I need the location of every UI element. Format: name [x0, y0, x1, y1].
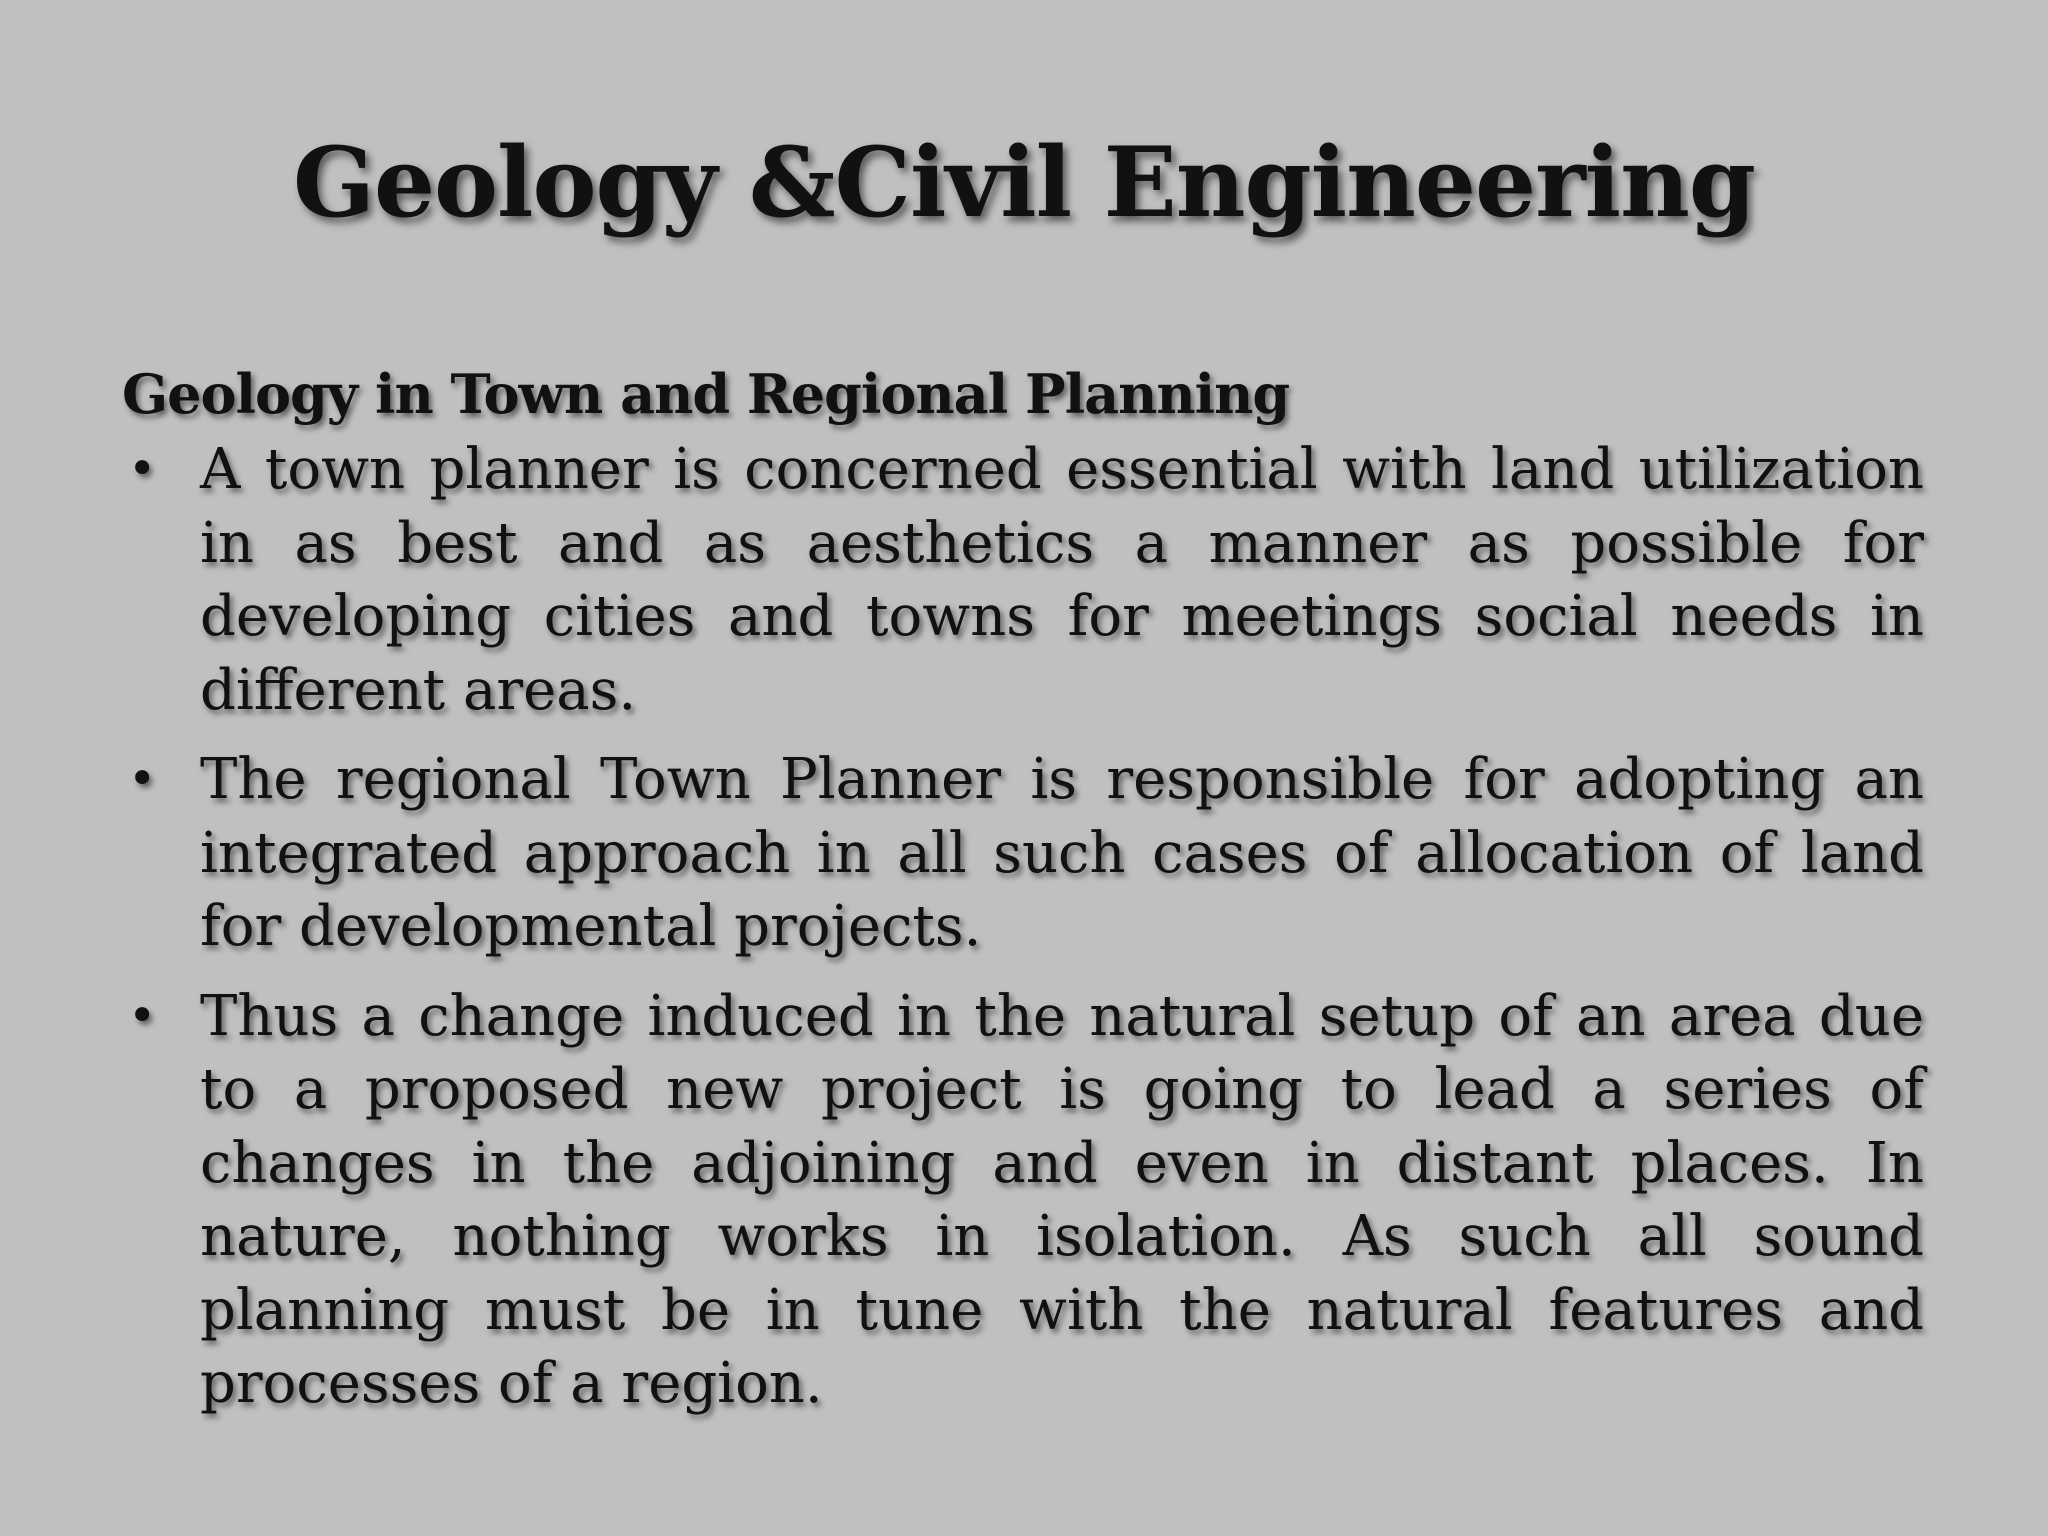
bullet-list — [122, 433, 1924, 1421]
bullet-item — [122, 980, 1924, 1421]
slide-content — [122, 357, 1924, 1437]
bullet-dot-icon: • — [128, 751, 157, 807]
bullet-item — [122, 433, 1924, 727]
bullet-item — [122, 743, 1924, 964]
bullet-text: The regional Town Planner is responsible for adopting an integrated approach in all such cases of allocation of land for developmental projects. — [200, 747, 1924, 959]
bullet-dot-icon: • — [128, 441, 157, 497]
section-heading: Geology in Town and Regional Planning — [122, 362, 1290, 426]
slide-title: Geology &Civil Engineering — [292, 126, 1756, 239]
bullet-dot-icon: • — [128, 987, 157, 1044]
bullet-text: Thus a change induced in the natural setup of an area due to a proposed new project is going to lead a series of changes in the adjoining and even in distant places. In nature, nothing works in isolation. As such all sound planning must be in tune with the natural features and processes of a region. — [200, 983, 1924, 1416]
bullet-text: A town planner is concerned essential with land utilization in as best and as aesthetics a manner as possible for developing cities and towns for meetings social needs in different areas. — [200, 437, 1924, 723]
